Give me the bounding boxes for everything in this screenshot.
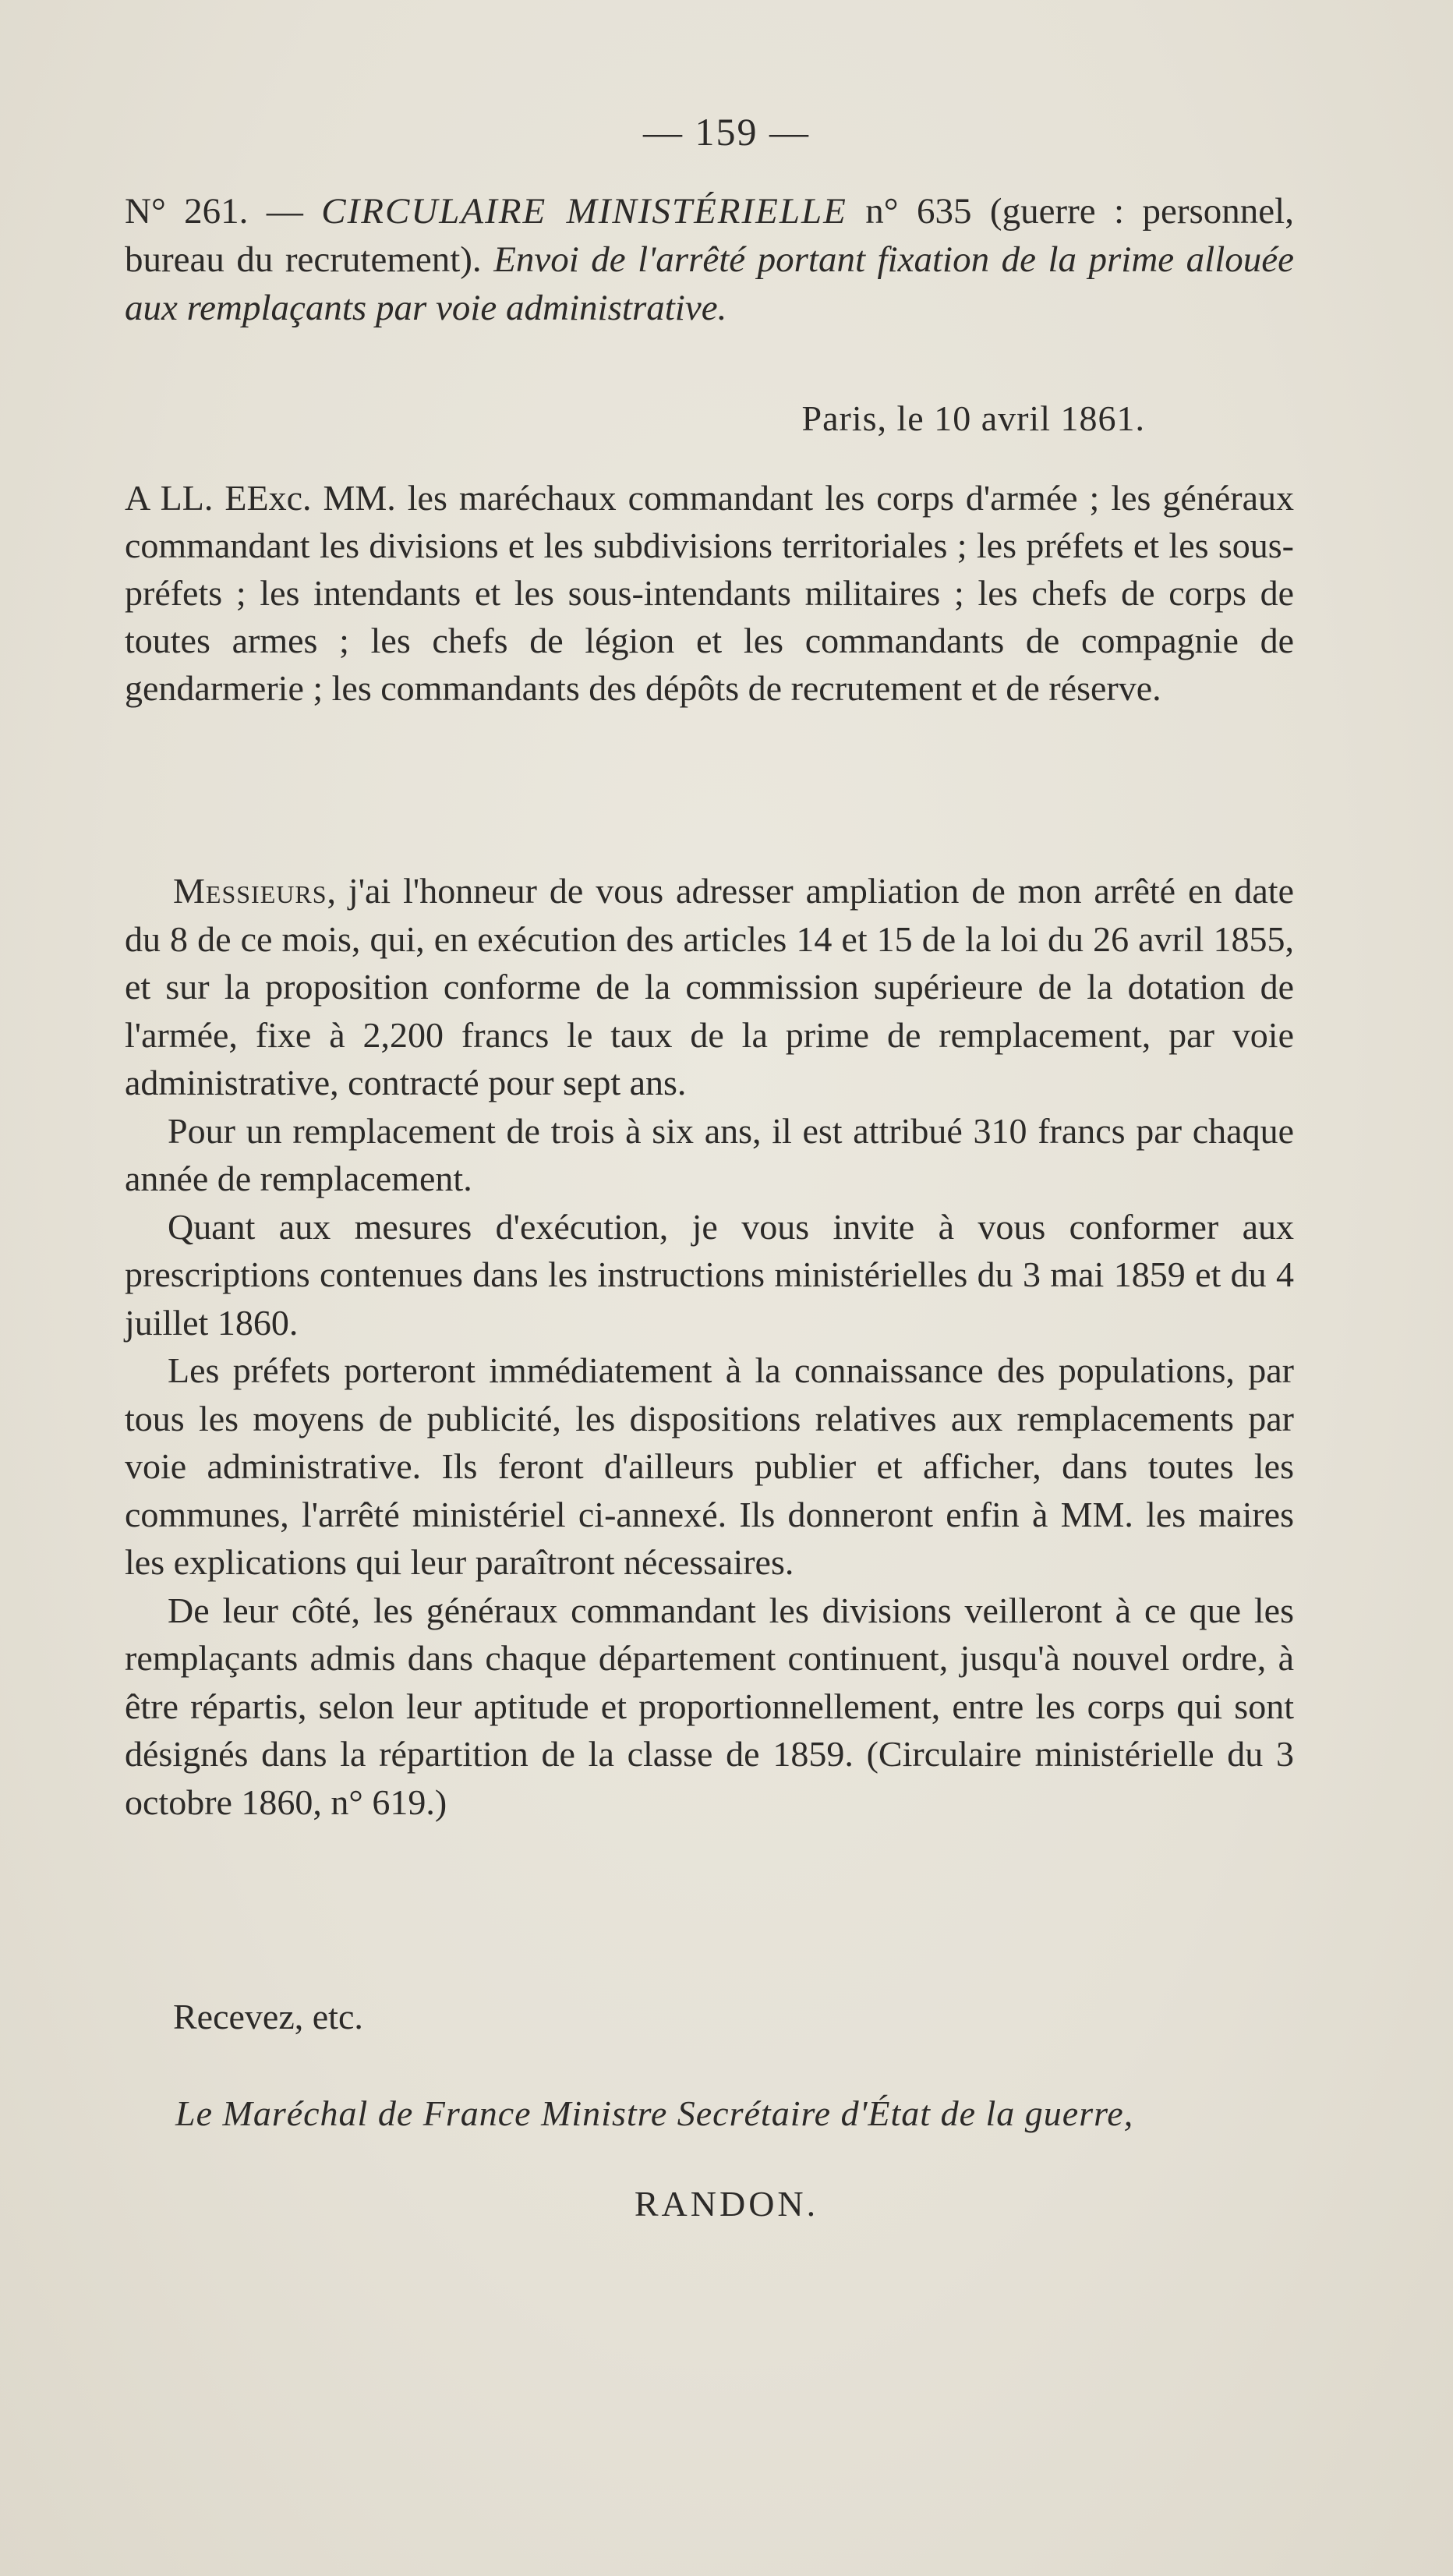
circular-title: CIRCULAIRE MINISTÉRIELLE — [321, 191, 847, 232]
signatory-name: RANDON. — [634, 2184, 819, 2224]
paragraph-3: Quant aux mesures d'exécution, je vous invite à vous conformer aux prescriptions contenues dans les instructions ministérielles du 3 mai 1859 et du 4 juillet 1860. — [125, 1206, 1294, 1343]
circular-reference: n° 635 (guerre : personnel, bureau du recrutement). — [125, 191, 1294, 280]
circular-number: N° 261. — — [125, 191, 322, 232]
salutation: Messieurs — [173, 871, 327, 911]
closing-formula: Recevez, etc. — [173, 1997, 363, 2036]
paragraph-1-text: , j'ai l'honneur de vous adresser ampliation de mon arrêté en date du 8 de ce mois, qui, en exécution des articles 14 et 15 de la loi du 26 avril 1855, et sur la proposition conforme de la commission supérieure de la dotation de l'armée, fixe à 2,200 francs le taux de la prime de remplacement, par voie administrative, contracté pour sept ans. — [125, 871, 1294, 1102]
page-number: — 159 — — [643, 110, 810, 154]
circular-heading — [125, 187, 1294, 332]
paragraph-4: Les préfets porteront immédiatement à la connaissance des populations, par tous les moyens de publicité, les dispositions relatives aux remplacements par voie administrative. Ils feront d'ailleurs publier et afficher, dans toutes les communes, l'arrêté ministériel ci-annexé. Ils donneront enfin à MM. les maires les explications qui leur paraîtront nécessaires. — [125, 1350, 1294, 1582]
paragraph-2: Pour un remplacement de trois à six ans, il est attribué 310 francs par chaque année de remplacement. — [125, 1110, 1294, 1198]
letter-body — [125, 867, 1294, 1826]
paragraph-1 — [125, 867, 1294, 1107]
dateline: Paris, le 10 avril 1861. — [801, 398, 1145, 438]
signatory-title: Le Maréchal de France Ministre Secrétaire d'État de la guerre, — [175, 2093, 1134, 2133]
paragraph-5: De leur côté, les généraux commandant les divisions veilleront à ce que les remplaçants admis dans chaque département continuent, jusqu'à nouvel ordre, à être répartis, selon leur aptitude et proportionnellement, entre les corps qui sont désignés dans la répartition de la classe de 1859. (Circulaire ministérielle du 3 octobre 1860, n° 619.) — [125, 1590, 1294, 1822]
address-recipients: A LL. EExc. MM. les maréchaux commandant les corps d'armée ; les généraux commandant les divisions et les subdivisions territoriales ; les préfets et les sous-préfets ; les intendants et les sous-intendants militaires ; les chefs de corps de toutes armes ; les chefs de légion et les commandants de compagnie de gendarmerie ; les commandants des dépôts de recrutement et de réserve. — [125, 478, 1294, 708]
circular-subject: Envoi de l'arrêté portant fixation de la prime allouée aux remplaçants par voie administrative. — [125, 239, 1294, 328]
